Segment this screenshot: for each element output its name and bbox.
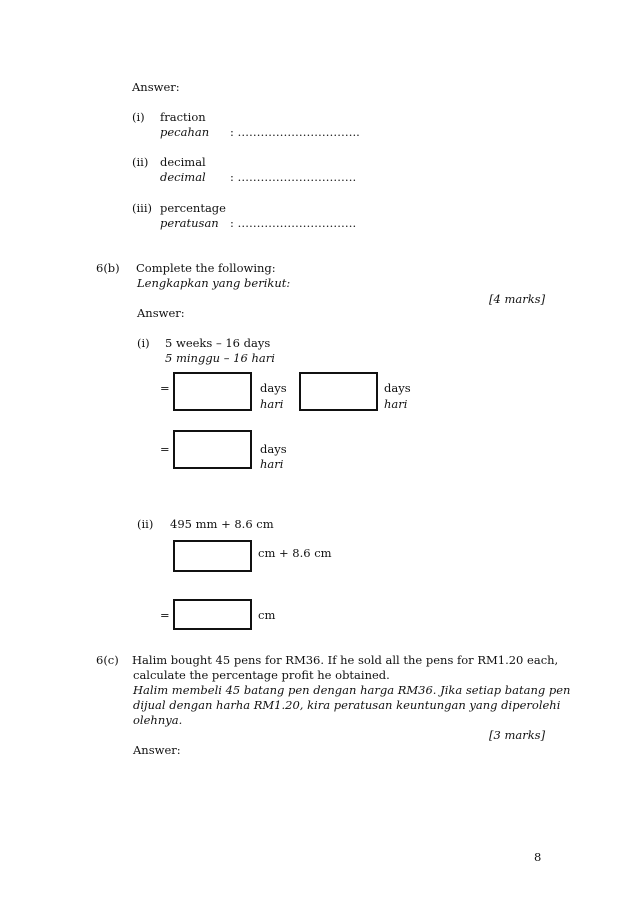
- q6b-i-equals-2: =: [160, 442, 170, 456]
- answer-box-days-result[interactable]: [173, 430, 252, 469]
- q6b-i-unit-en-1: days: [260, 381, 287, 395]
- q6b-i-unit-en-2: days: [384, 381, 411, 395]
- q6b-ii-equals: =: [160, 608, 170, 622]
- q6b-i-unit-ms-3: hari: [260, 457, 284, 471]
- q6b-i-unit-ms-2: hari: [384, 397, 408, 411]
- q6c-en-line2: calculate the percentage profit he obtained.: [133, 668, 390, 682]
- q6c-answer-label: Answer:: [133, 743, 181, 757]
- q6b-i-expr-en: 5 weeks – 16 days: [165, 336, 271, 350]
- q6b-i-unit-en-3: days: [260, 442, 287, 456]
- q6b-i-expr-ms: 5 minggu – 16 hari: [165, 351, 275, 365]
- q6b-ii-expr: 495 mm + 8.6 cm: [170, 517, 274, 531]
- q6b-ii-unit: cm: [258, 608, 276, 622]
- item-iii-en: percentage: [160, 201, 226, 215]
- q6b-i-equals-1: =: [160, 381, 170, 395]
- q6b-ii-line1-after: cm + 8.6 cm: [258, 546, 332, 560]
- q6c-marks: [3 marks]: [489, 728, 546, 742]
- answer-box-weeks-1[interactable]: [173, 372, 252, 411]
- item-ii-en: decimal: [160, 155, 206, 169]
- item-i-num: (i): [132, 110, 145, 124]
- q6c-number: 6(c): [96, 653, 119, 667]
- item-iii-blank: : ………………………….: [230, 216, 357, 230]
- item-iii-num: (iii): [132, 201, 153, 215]
- item-i-ms: pecahan: [160, 125, 210, 139]
- answer-label-a: Answer:: [132, 80, 180, 94]
- item-i-blank: : …………………………..: [230, 125, 360, 139]
- item-ii-blank: : ………………………….: [230, 170, 357, 184]
- q6c-en-line1: Halim bought 45 pens for RM36. If he sold all the pens for RM1.20 each,: [132, 653, 559, 667]
- q6b-answer-label: Answer:: [137, 306, 185, 320]
- q6b-instruction-ms: Lengkapkan yang berikut:: [137, 276, 291, 290]
- q6b-i-unit-ms-1: hari: [260, 397, 284, 411]
- answer-box-days-1[interactable]: [299, 372, 378, 411]
- item-iii-ms: peratusan: [160, 216, 219, 230]
- q6c-ms-line1: Halim membeli 45 batang pen dengan harga RM36. Jika setiap batang pen: [133, 683, 571, 697]
- q6b-i-num: (i): [137, 336, 150, 350]
- item-ii-ms: decimal: [160, 170, 206, 184]
- item-ii-num: (ii): [132, 155, 149, 169]
- q6b-marks: [4 marks]: [489, 292, 546, 306]
- answer-box-cm-1[interactable]: [173, 540, 252, 572]
- q6b-ii-num: (ii): [137, 517, 154, 531]
- q6b-instruction-en: Complete the following:: [136, 261, 276, 275]
- q6b-number: 6(b): [96, 261, 120, 275]
- q6c-ms-line3: olehnya.: [133, 713, 183, 727]
- q6c-ms-line2: dijual dengan harha RM1.20, kira peratusan keuntungan yang diperolehi: [133, 698, 561, 712]
- answer-box-cm-result[interactable]: [173, 599, 252, 630]
- page-number: 8: [534, 850, 542, 864]
- item-i-en: fraction: [160, 110, 206, 124]
